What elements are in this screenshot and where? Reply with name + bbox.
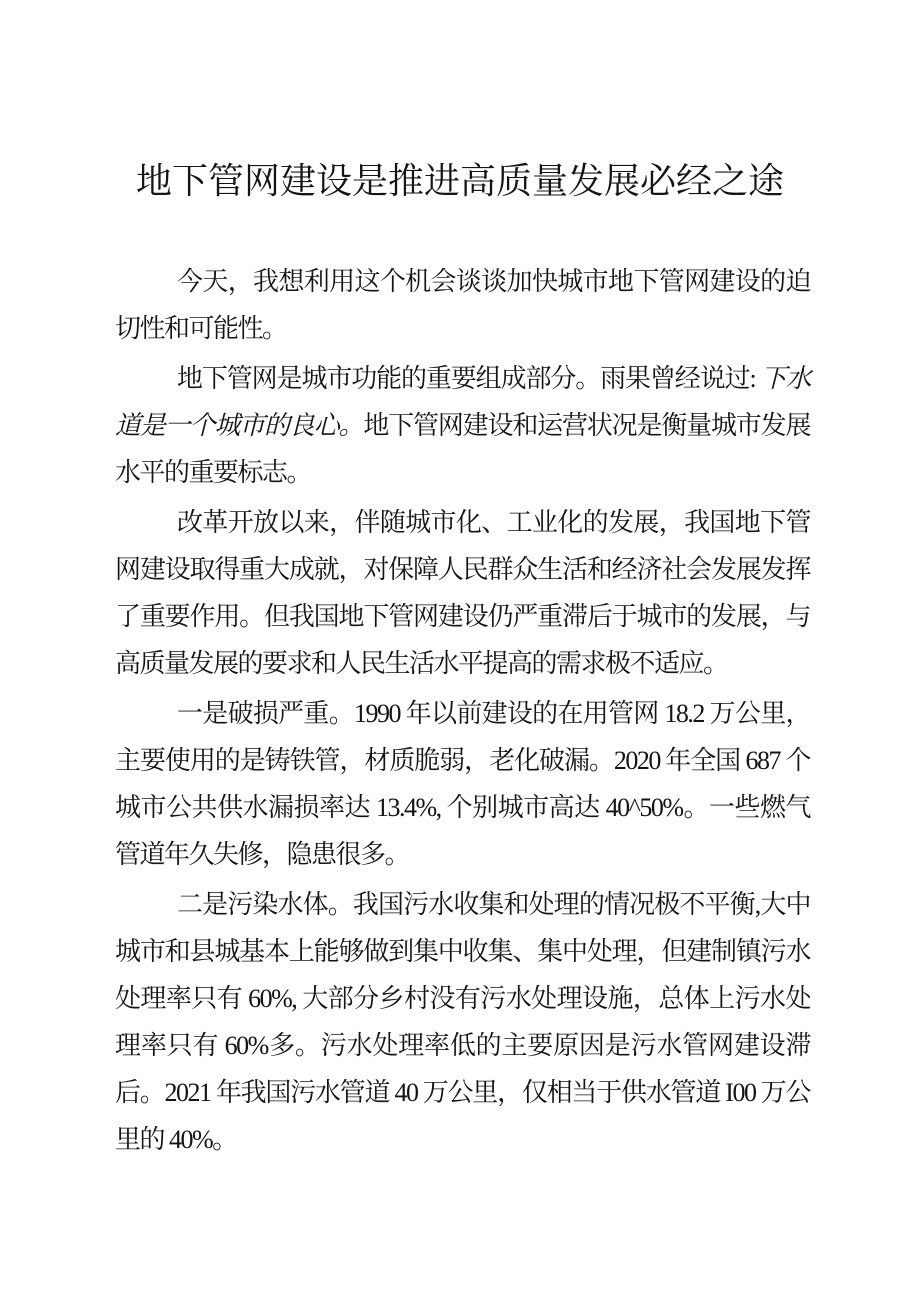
paragraph-point-two-pollution xyxy=(115,881,810,1163)
text-segment: 一是破损严重。1990 年以前建设的在用管网 18.2 万公里，主要使用的是铸铁管，材质脆弱，老化破漏。2020 年全国 687 个城市公共供水漏损率达 13.4%, 个别城市高达 40^50%。一些燃气管道年久失修，隐患很多。 xyxy=(115,699,810,869)
paragraph-reform-era xyxy=(115,499,810,687)
text-segment: 改革开放以来，伴随城市化、工业化的发展，我国地下管网建设取得重大成就，对保障人民群众生活和经济社会发展发挥了重要作用。但我国地下管网建设仍严重滞后于城市的发展，与高质量发展的要求和人民生活水平提高的需求极不适应。 xyxy=(115,508,810,678)
quote-italic-segment: 下水道是一个城市的良心。 xyxy=(115,364,810,440)
text-segment: 地下管网建设和运营状况是衡量城市发展水平的重要标志。 xyxy=(115,411,810,487)
document-title: 地下管网建设是推进高质量发展必经之途 xyxy=(135,161,784,201)
document-body xyxy=(115,258,810,1163)
text-segment: 二是污染水体。我国污水收集和处理的情况极不平衡,大中城市和县城基本上能够做到集中收集、集中处理，但建制镇污水处理率只有 60%, 大部分乡村没有污水处理设施，总体上污水处理率只有 60%多。污水处理率低的主要原因是污水管网建设滞后。2021 年我国污水管道 40 万公里，仅相当于供水管道 I00 万公里的 40%。 xyxy=(115,890,810,1154)
paragraph-hugo-quote xyxy=(115,355,810,496)
paragraph-intro xyxy=(115,258,810,352)
paragraph-point-one-damage xyxy=(115,690,810,878)
text-segment: 今天，我想利用这个机会谈谈加快城市地下管网建设的迫切性和可能性。 xyxy=(115,267,810,343)
text-segment: 地下管网是城市功能的重要组成部分。雨果曾经说过: xyxy=(177,364,761,393)
